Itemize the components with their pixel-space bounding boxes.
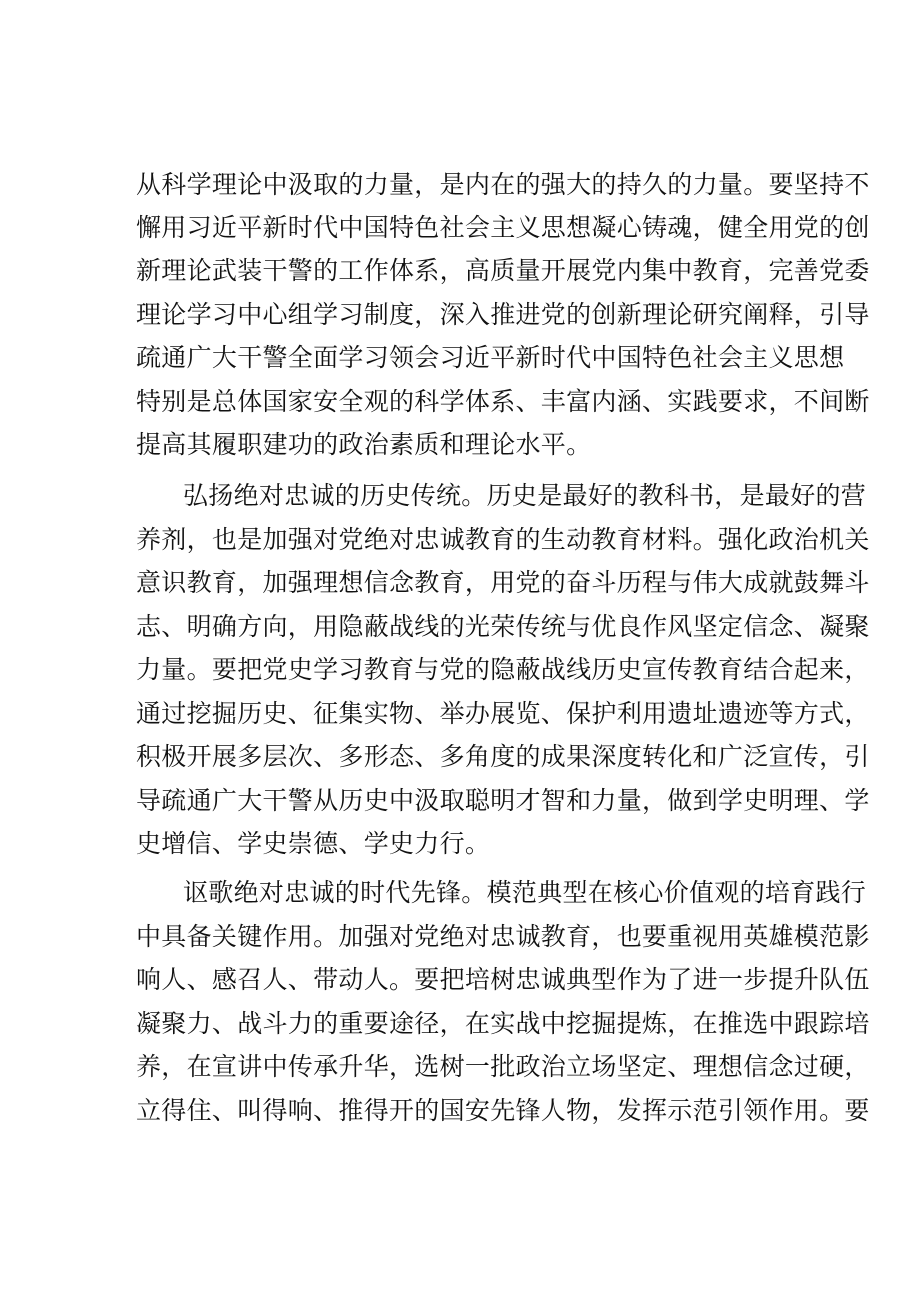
text-line: 懈用习近平新时代中国特色社会主义思想凝心铸魂，健全用党的创	[136, 213, 870, 242]
text-line: 提高其履职建功的政治素质和理论水平。	[136, 430, 592, 459]
text-line: 从科学理论中汲取的力量，是内在的强大的持久的力量。要坚持不	[136, 170, 870, 199]
text-line: 特别是总体国家安全观的科学体系、丰富内涵、实践要求，不间断	[136, 387, 870, 416]
text-line: 立得住、叫得响、推得开的国安先锋人物，发挥示范引领作用。要	[136, 1096, 870, 1125]
text-line: 响人、感召人、带动人。要把培树忠诚典型作为了进一步提升队伍	[136, 965, 870, 994]
text-line: 通过挖掘历史、征集实物、举办展览、保护利用遗址遗迹等方式，	[136, 699, 870, 728]
text-line: 力量。要把党史学习教育与党的隐蔽战线历史宣传教育结合起来，	[136, 655, 870, 684]
text-line: 讴歌绝对忠诚的时代先锋。模范典型在核心价值观的培育践行	[183, 878, 867, 907]
text-line: 意识教育，加强理想信念教育，用党的奋斗历程与伟大成就鼓舞斗	[136, 568, 870, 597]
text-line: 中具备关键作用。加强对党绝对忠诚教育，也要重视用英雄模范影	[136, 922, 870, 951]
text-line: 积极开展多层次、多形态、多角度的成果深度转化和广泛宣传，引	[136, 742, 870, 771]
text-line: 疏通广大干警全面学习领会习近平新时代中国特色社会主义思想	[136, 343, 845, 372]
text-line: 志、明确方向，用隐蔽战线的光荣传统与优良作风坚定信念、凝聚	[136, 612, 870, 641]
text-line: 养剂，也是加强对党绝对忠诚教育的生动教育材料。强化政治机关	[136, 525, 870, 554]
text-line: 理论学习中心组学习制度，深入推进党的创新理论研究阐释，引导	[136, 300, 870, 329]
text-line: 养，在宣讲中传承升华，选树一批政治立场坚定、理想信念过硬，	[136, 1052, 870, 1081]
text-line: 史增信、学史崇德、学史力行。	[136, 829, 491, 858]
text-line: 凝聚力、战斗力的重要途径，在实战中挖掘提炼，在推选中跟踪培	[136, 1009, 870, 1038]
text-line: 弘扬绝对忠诚的历史传统。历史是最好的教科书，是最好的营	[183, 481, 867, 510]
text-line: 导疏通广大干警从历史中汲取聪明才智和力量，做到学史明理、学	[136, 786, 870, 815]
text-line: 新理论武装干警的工作体系，高质量开展党内集中教育，完善党委	[136, 256, 870, 285]
